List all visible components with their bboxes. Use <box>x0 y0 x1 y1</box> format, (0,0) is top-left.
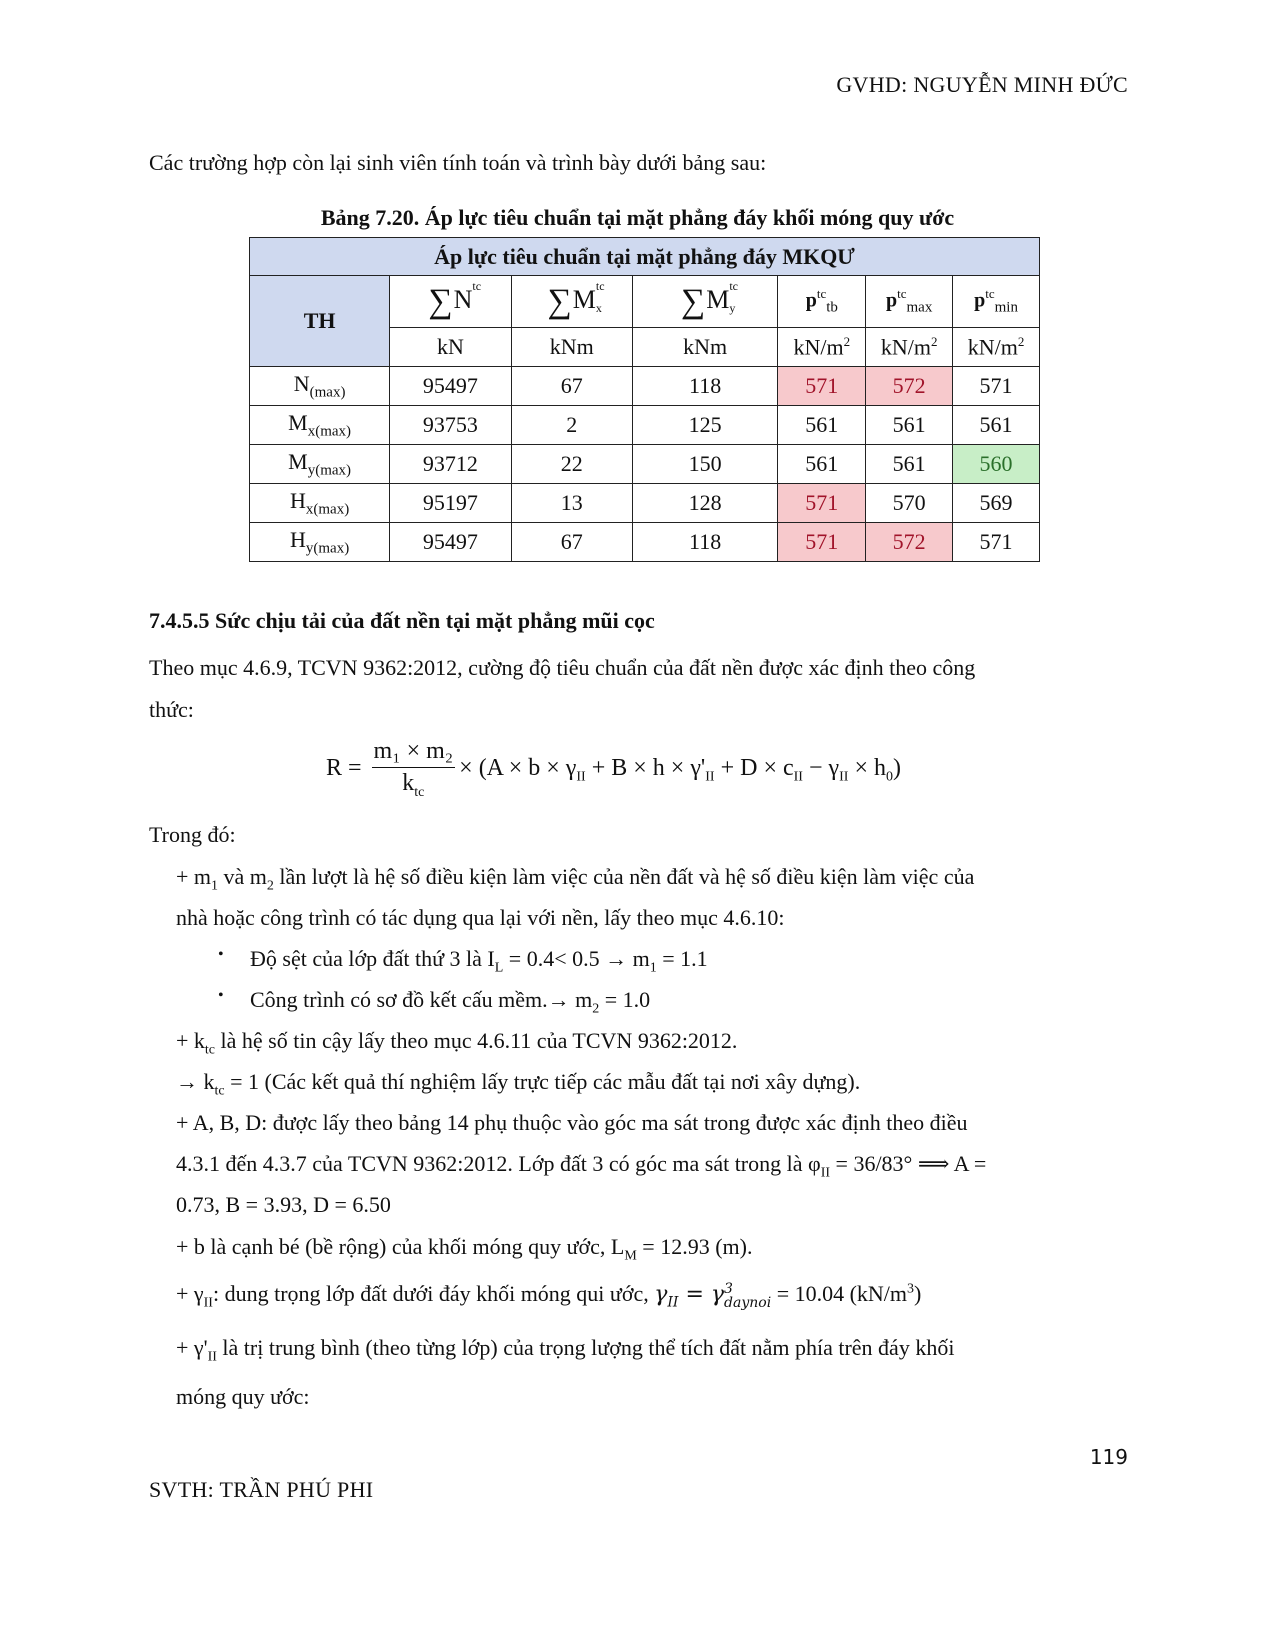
paragraph-line: nhà hoặc công trình có tác dụng qua lại với nền, lấy theo mục 4.6.10: <box>176 905 785 930</box>
intro-text: Các trường hợp còn lại sinh viên tính toán và trình bày dưới bảng sau: <box>149 150 767 175</box>
col-p-max: $p^{tc}_{max}$ <box>866 276 953 328</box>
page-header-advisor: GVHD: NGUYỄN MINH ĐỨC <box>836 72 1128 97</box>
col-p-min: $p^{tc}_{min}$ <box>953 276 1040 328</box>
table-cell: 67 <box>511 367 632 406</box>
paragraph-line: → $k_{tc} = 1$ (Các kết quả thí nghiệm lấy trực tiếp các mẫu đất tại nơi xây dựng). <box>176 1069 861 1099</box>
table-row <box>250 406 1040 445</box>
paragraph-line: + $\gamma'_{II}$ là trị trung bình (theo từng lớp) của trọng lượng thể tích đất nằm phía trên đáy khối <box>176 1335 955 1365</box>
paragraph-line: + $k_{tc}$ là hệ số tin cậy lấy theo mục 4.6.11 của TCVN 9362:2012. <box>176 1028 738 1058</box>
unit-cell: kNm <box>511 328 632 367</box>
case-label: $M_{x(max)}$ <box>250 406 390 445</box>
table-cell: 571 <box>953 367 1040 406</box>
table-cell: 118 <box>632 523 777 562</box>
page-footer-student: SVTH: TRẦN PHÚ PHI <box>149 1477 374 1502</box>
table-cell: 572 <box>866 367 953 406</box>
case-label: $H_{x(max)}$ <box>250 484 390 523</box>
table-cell: 571 <box>778 523 866 562</box>
pressure-table <box>249 237 1040 562</box>
table-cell: 118 <box>632 367 777 406</box>
col-sum-mx: ∑M tc x <box>511 276 632 328</box>
col-sum-my: ∑M tc y <box>632 276 777 328</box>
bullet-icon: • <box>218 987 224 1004</box>
th-header: TH <box>250 276 390 367</box>
paragraph-line: + $m_1$ và $m_2$ lần lượt là hệ số điều kiện làm việc của nền đất và hệ số điều kiện làm việc của <box>176 864 975 894</box>
col-p-tb: $p^{tc}_{tb}$ <box>778 276 866 328</box>
table-cell: 561 <box>866 406 953 445</box>
table-cell: 93712 <box>390 445 511 484</box>
table-cell: 2 <box>511 406 632 445</box>
table-cell: 95497 <box>390 367 511 406</box>
table-cell: 67 <box>511 523 632 562</box>
paragraph-line: móng quy ước: <box>176 1384 310 1409</box>
table-cell: 95497 <box>390 523 511 562</box>
case-label: $M_{y(max)}$ <box>250 445 390 484</box>
bullet-icon: • <box>218 946 224 963</box>
col-sum-n: ∑N tc <box>390 276 511 328</box>
table-cell: 95197 <box>390 484 511 523</box>
case-label: $H_{y(max)}$ <box>250 523 390 562</box>
formula-fraction: $\frac{\text{m₁ × m₂}}{k_{tc}}$ <box>373 738 454 800</box>
table-title: Áp lực tiêu chuẩn tại mặt phẳng đáy MKQƯ <box>250 238 1040 276</box>
table-cell: 561 <box>866 445 953 484</box>
table-cell: 125 <box>632 406 777 445</box>
trong-do-label: Trong đó: <box>149 822 236 847</box>
table-row <box>250 523 1040 562</box>
unit-cell: $kN/m^2$ <box>953 328 1040 367</box>
table-row <box>250 484 1040 523</box>
unit-cell: kN <box>390 328 511 367</box>
table-cell: 13 <box>511 484 632 523</box>
table-caption: Bảng 7.20. Áp lực tiêu chuẩn tại mặt phẳng đáy khối móng quy ước <box>320 205 955 230</box>
table-cell: 571 <box>778 367 866 406</box>
paragraph-line: thức: <box>149 697 194 722</box>
case-label: $N_{(max)}$ <box>250 367 390 406</box>
unit-cell: $kN/m^2$ <box>866 328 953 367</box>
table-cell: 128 <box>632 484 777 523</box>
paragraph-line: + A, B, D: được lấy theo bảng 14 phụ thuộc vào góc ma sát trong được xác định theo điều <box>176 1110 968 1135</box>
section-title: 7.4.5.5 Sức chịu tải của đất nền tại mặt phẳng mũi cọc <box>149 608 655 633</box>
paragraph-line: + $\gamma_{II}$: dung trọng lớp đất dưới đáy khối móng qui ước, $\gamma_{II} = \gamma$ 3 daynoi = 10.04 $(kN/m^3)$ <box>176 1280 922 1311</box>
paragraph-line: Theo mục 4.6.9, TCVN 9362:2012, cường độ tiêu chuẩn của đất nền được xác định theo công <box>149 655 976 680</box>
table-cell: 561 <box>778 406 866 445</box>
table-cell: 150 <box>632 445 777 484</box>
unit-cell: kNm <box>632 328 777 367</box>
unit-cell: $kN/m^2$ <box>778 328 866 367</box>
table-cell: 570 <box>866 484 953 523</box>
table-cell: 93753 <box>390 406 511 445</box>
table-cell: 561 <box>953 406 1040 445</box>
table-cell: 569 <box>953 484 1040 523</box>
table-cell: 22 <box>511 445 632 484</box>
table-cell: 561 <box>778 445 866 484</box>
table-cell: 560 <box>953 445 1040 484</box>
page-number: 119 <box>1089 1445 1128 1469</box>
paragraph-line: 4.3.1 đến 4.3.7 của TCVN 9362:2012. Lớp đất 3 có góc ma sát trong là $\varphi_{II} = 36/83^\circ$ ⟹ A = <box>176 1151 987 1181</box>
paragraph-line: 0.73, B = 3.93, D = 6.50 <box>176 1192 391 1217</box>
paragraph-line: + b là cạnh bé (bề rộng) của khối móng quy ước, $L_M = 12.93$ (m). <box>176 1234 753 1264</box>
table-cell: 572 <box>866 523 953 562</box>
table-cell: 571 <box>778 484 866 523</box>
table-row <box>250 445 1040 484</box>
bearing-capacity-formula: R = $\frac{\text{m₁ × m₂}}{k_{tc}}$ × $(A \times b \times \gamma_{II} + B \times h \times \gamma'_{II} + D \times c_{II} - \gamma_{II} \times h_0)$ <box>326 738 901 800</box>
table-cell: 571 <box>953 523 1040 562</box>
table-row <box>250 367 1040 406</box>
